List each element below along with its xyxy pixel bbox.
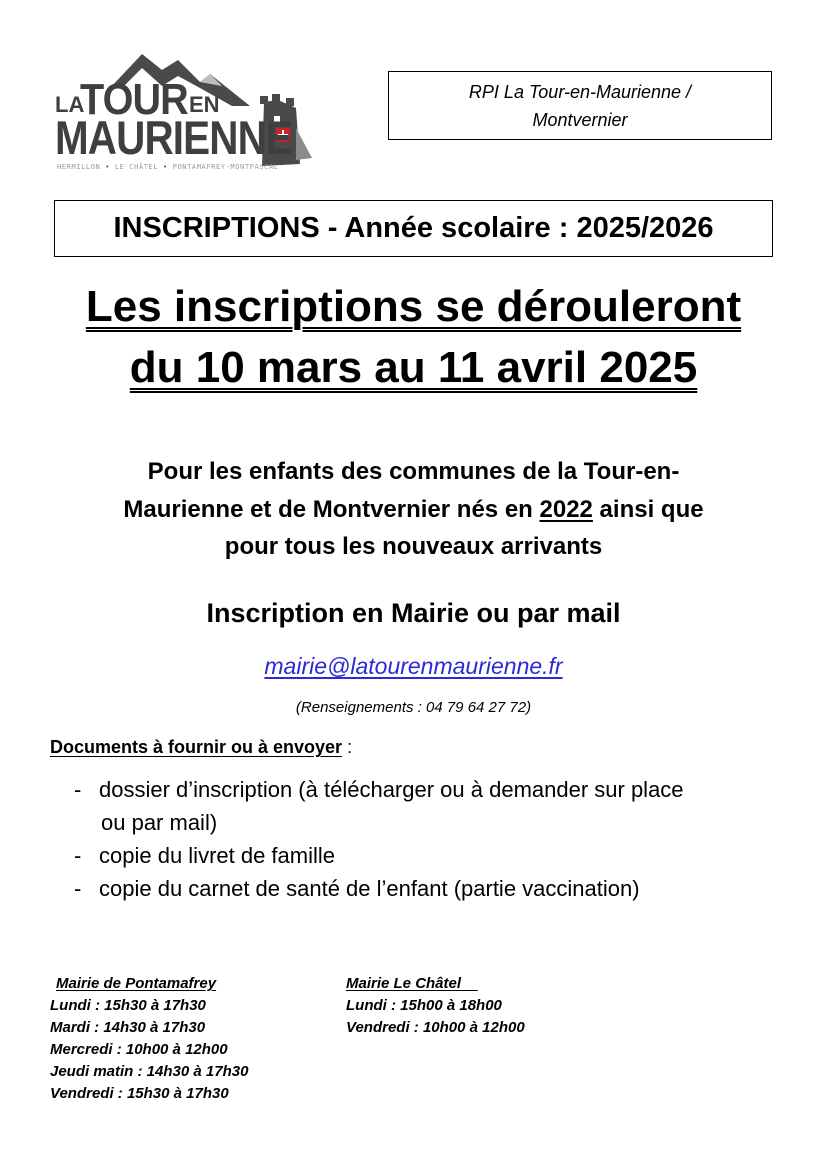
list-item [74, 872, 779, 905]
list-item [74, 839, 779, 872]
list-item-1-line-1: dossier d’inscription (à télécharger ou à demander sur place [99, 777, 684, 802]
page-title: INSCRIPTIONS - Année scolaire : 2025/2026 [113, 212, 714, 244]
rpi-box [388, 71, 772, 140]
tagline-hermillon: HERMILLON [57, 163, 101, 171]
list-item-2-text: copie du livret de famille [99, 843, 336, 868]
dash-icon: - [74, 843, 82, 868]
logo-text-la: LA [55, 92, 85, 117]
headline-text-1: Les inscriptions se dérouleront [85, 282, 742, 331]
headline-line-2 [0, 336, 827, 400]
hours-le-chatel [346, 973, 525, 1039]
hours-line: Vendredi : 15h30 à 17h30 [50, 1085, 229, 1102]
logo-text-tour: TOUR [80, 75, 188, 124]
tagline-le-chatel: LE CHÂTEL [114, 163, 159, 171]
list-item-text [99, 773, 779, 839]
tagline-dot-icon: • [105, 163, 110, 171]
hours-line: Mercredi : 10h00 à 12h00 [50, 1041, 228, 1058]
headline-text-2: du 10 mars au 11 avril 2025 [129, 343, 698, 392]
tagline-dot-icon: • [163, 163, 168, 171]
municipality-logo [50, 48, 316, 178]
logo-text-en: EN [189, 92, 220, 117]
renseignements-phone: (Renseignements : 04 79 64 27 72) [295, 699, 532, 716]
intro-year: 2022 [539, 496, 593, 523]
documents-heading [50, 737, 352, 758]
intro-line-1: Pour les enfants des communes de la Tour-en- [147, 458, 680, 485]
inscription-heading: Inscription en Mairie ou par mail [206, 598, 621, 628]
rpi-line-1: RPI La Tour-en-Maurienne / [468, 81, 692, 102]
headline-line-1 [0, 275, 827, 339]
email-link[interactable]: mairie@latourenmaurienne.fr [264, 653, 563, 679]
hours-line: Mardi : 14h30 à 17h30 [50, 1019, 206, 1036]
hours-line: Jeudi matin : 14h30 à 17h30 [50, 1063, 249, 1080]
documents-heading-label: Documents à fournir ou à envoyer [50, 737, 343, 757]
hours-line: Vendredi : 10h00 à 12h00 [346, 1019, 525, 1036]
intro-line-2 [0, 492, 827, 528]
documents-heading-colon: : [342, 737, 353, 757]
page-title-box [54, 200, 773, 257]
intro-line-3: pour tous les nouveaux arrivants [224, 533, 603, 560]
hours-pontamafrey-title: Mairie de Pontamafrey [56, 975, 217, 992]
hours-line: Lundi : 15h00 à 18h00 [346, 997, 502, 1014]
rpi-line-2: Montvernier [532, 109, 628, 130]
dash-icon: - [74, 777, 82, 802]
list-item [74, 773, 779, 839]
dash-icon: - [74, 876, 82, 901]
list-item-3-text: copie du carnet de santé de l’enfant (partie vaccination) [99, 876, 640, 901]
hours-line: Lundi : 15h30 à 17h30 [50, 997, 206, 1014]
intro-line-2-after: ainsi que [592, 496, 704, 523]
tagline-pontamafrey: PONTAMAFREY-MONTPASCAL [172, 163, 279, 171]
intro-line-2-before: Maurienne et de Montvernier nés en [123, 496, 540, 523]
list-item-1-line-2: ou par mail) [101, 810, 218, 835]
logo-text-maurienne: MAURIENNE [55, 111, 293, 164]
documents-list [74, 773, 779, 905]
hours-le-chatel-title: Mairie Le Châtel [346, 975, 478, 992]
logo-tagline [57, 163, 279, 171]
hours-pontamafrey [50, 973, 248, 1105]
